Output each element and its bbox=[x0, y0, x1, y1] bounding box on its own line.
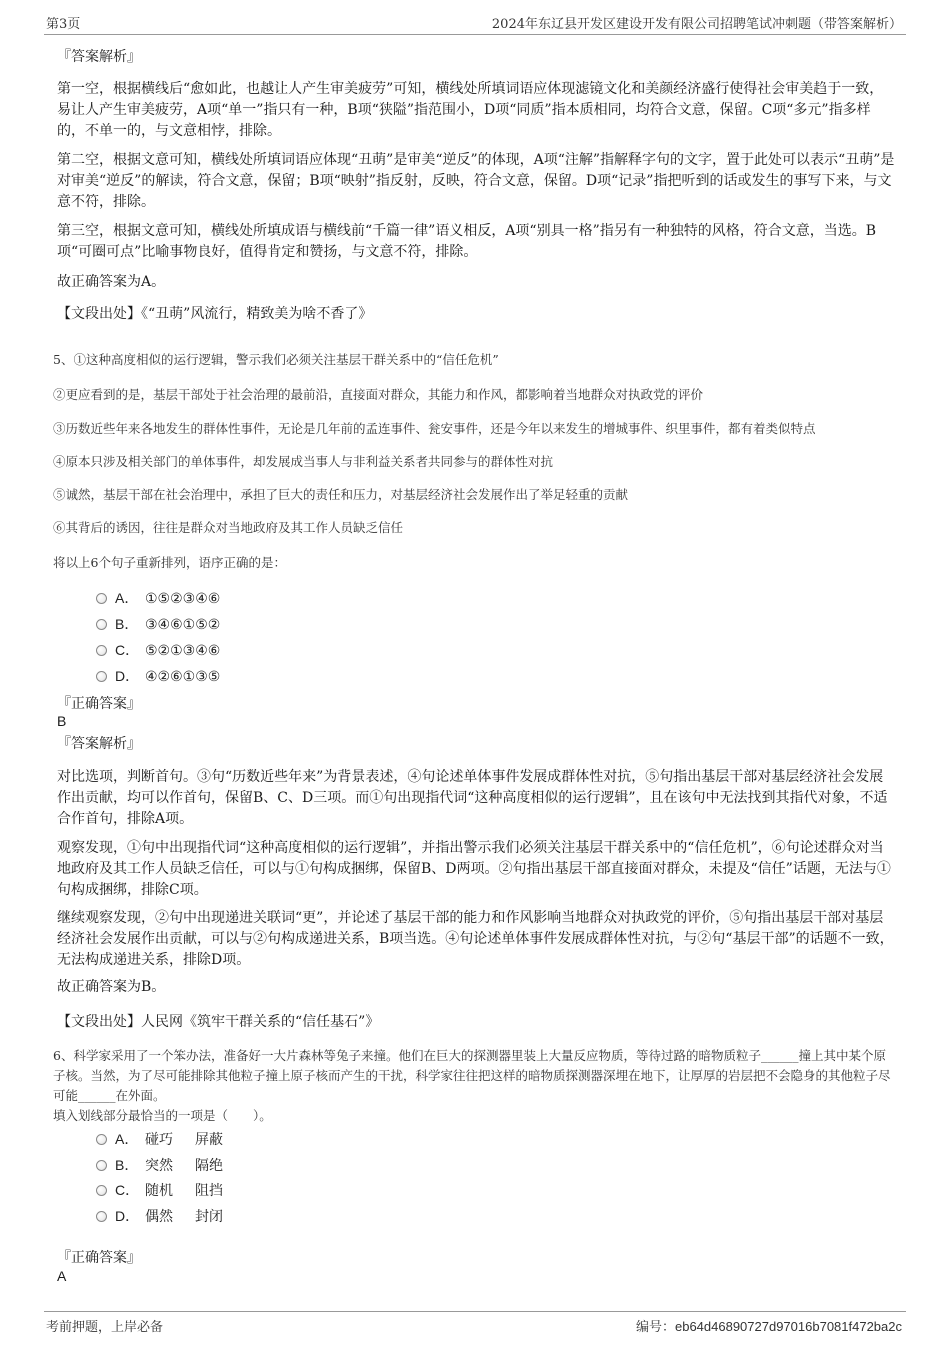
q4-source: 【文段出处】《“丑萌”风流行，精致美为啥不香了》 bbox=[57, 306, 373, 322]
radio-icon[interactable] bbox=[96, 645, 107, 656]
radio-icon[interactable] bbox=[96, 1134, 107, 1145]
q6-prompt: 填入划线部分最恰当的一项是（ ）。 bbox=[53, 1108, 272, 1123]
radio-icon[interactable] bbox=[96, 1160, 107, 1171]
radio-icon[interactable] bbox=[96, 671, 107, 682]
q6-option-a[interactable]: A． 碰巧 屏蔽 bbox=[96, 1129, 223, 1149]
q6-option-b[interactable]: B． 突然 隔绝 bbox=[96, 1155, 223, 1175]
q4-analysis-para1: 第一空，根据横线后“愈如此，也越让人产生审美疲劳”可知，横线处所填词语应体现滤镜文化和美颜经济盛行使得社会审美趋于一致，易让人产生审美疲劳，A项“单一”指只有一种，B项“狭隘”指范围小，D项“同质”指本质相同，均符合文意，保留。C项“多元”指多样的，不单一的，与文意相悖，排除。 bbox=[57, 81, 884, 139]
q5-option-c[interactable]: C． ⑤②①③④⑥ bbox=[96, 640, 220, 660]
q4-analysis-para3: 第三空，根据文意可知，横线处所填成语与横线前“千篇一律”语义相反，A项“别具一格”指另有一种独特的风格，符合文意，当选。B项“可圈可点”比喻事物良好，值得肯定和赞扬，与文意不符，排除。 bbox=[57, 223, 877, 260]
q5-analysis-para2: 观察发现，①句中出现指代词“这种高度相似的运行逻辑”，并指出警示我们必须关注基层干群关系中的“信任危机”，⑥句论述群众对当地政府及其工作人员缺乏信任，可以与①句构成捆绑，保留B、D两项。②句指出基层干部直接面对群众，未提及“信任”话题，无法与①句构成捆绑，排除C项。 bbox=[57, 840, 891, 898]
page-header bbox=[44, 13, 906, 35]
q6-option-d[interactable]: D． 偶然 封闭 bbox=[96, 1206, 223, 1226]
q5-analysis-para1: 对比选项，判断首句。③句“历数近些年来”为背景表述，④句论述单体事件发展成群体性对抗，⑤句指出基层干部对基层经济社会发展作出贡献，均可以作首句，保留B、C、D三项。而①句出现指代词“这种高度相似的运行逻辑”，且在该句中无法找到其指代对象，不适合作首句，排除A项。 bbox=[57, 769, 888, 827]
q5-analysis-heading: 『答案解析』 bbox=[57, 736, 141, 752]
code-label: 编号： bbox=[635, 1320, 675, 1335]
q4-conclusion: 故正确答案为A。 bbox=[57, 274, 166, 290]
q5-sentence-4: ④原本只涉及相关部门的单体事件，却发展成当事人与非利益关系者共同参与的群体性对抗 bbox=[53, 454, 554, 469]
radio-icon[interactable] bbox=[96, 1211, 107, 1222]
q6-answer: A bbox=[57, 1268, 67, 1284]
q5-option-a[interactable]: A． ①⑤②③④⑥ bbox=[96, 588, 220, 608]
q5-option-b[interactable]: B． ③④⑥①⑤② bbox=[96, 614, 220, 634]
q5-sentence-6: ⑥其背后的诱因，往往是群众对当地政府及其工作人员缺乏信任 bbox=[53, 520, 404, 535]
q5-sentence-3: ③历数近些年来各地发生的群体性事件，无论是几年前的孟连事件、瓮安事件，还是今年以来发生的增城事件、织里事件，都有着类似特点 bbox=[53, 421, 816, 436]
page-footer bbox=[44, 1311, 906, 1336]
q5-answer-heading: 『正确答案』 bbox=[57, 696, 141, 712]
q5-stem: 5、①这种高度相似的运行逻辑，警示我们必须关注基层干群关系中的“信任危机” bbox=[53, 352, 499, 367]
q5-answer: B bbox=[57, 713, 67, 729]
code-value: eb64d46890727d97016b7081f472ba2c bbox=[674, 1319, 902, 1334]
q5-source: 【文段出处】人民网《筑牢干群关系的“信任基石”》 bbox=[57, 1014, 380, 1030]
footer-slogan: 考前押题，上岸必备 bbox=[46, 1320, 164, 1335]
q5-sentence-2: ②更应看到的是，基层干部处于社会治理的最前沿，直接面对群众，其能力和作风，都影响着当地群众对执政党的评价 bbox=[53, 387, 704, 402]
document-code bbox=[636, 1316, 902, 1335]
radio-icon[interactable] bbox=[96, 593, 107, 604]
radio-icon[interactable] bbox=[96, 1185, 107, 1196]
q5-sentence-5: ⑤诚然，基层干部在社会治理中，承担了巨大的责任和压力，对基层经济社会发展作出了举足轻重的贡献 bbox=[53, 487, 629, 502]
q5-analysis-para3: 继续观察发现，②句中出现递进关联词“更”，并论述了基层干部的能力和作风影响当地群众对执政党的评价，⑤句指出基层干部对基层经济社会发展作出贡献，可以与②句构成递进关系，B项当选。④句论述单体事件发展成群体性对抗，与②句“基层干部”的话题不一致，无法构成递进关系，排除D项。 bbox=[57, 910, 894, 968]
q5-prompt: 将以上6个句子重新排列，语序正确的是： bbox=[53, 555, 286, 570]
q6-answer-heading: 『正确答案』 bbox=[57, 1250, 141, 1266]
page-number: 第3页 bbox=[46, 17, 81, 32]
radio-icon[interactable] bbox=[96, 619, 107, 630]
q5-conclusion: 故正确答案为B。 bbox=[57, 979, 166, 995]
document-title: 2024年东辽县开发区建设开发有限公司招聘笔试冲刺题（带答案解析） bbox=[491, 17, 902, 32]
q6-stem: 6、科学家采用了一个笨办法，准备好一大片森林等兔子来撞。他们在巨大的探测器里装上大量反应物质，等待过路的暗物质粒子______撞上其中某个原子核。当然，为了尽可能排除其他粒子撞上原子核而产生的干扰，科学家往往把这样的暗物质探测器深埋在地下，让厚厚的岩层把不会隐身的其他粒子尽可能______在外面。 bbox=[53, 1048, 891, 1103]
q5-option-d[interactable]: D． ④②⑥①③⑤ bbox=[96, 666, 220, 686]
q4-analysis-heading: 『答案解析』 bbox=[57, 49, 141, 65]
q4-analysis-para2: 第二空，根据文意可知，横线处所填词语应体现“丑萌”是审美“逆反”的体现，A项“注解”指解释字句的文字，置于此处可以表示“丑萌”是对审美“逆反”的解读，符合文意，保留；B项“映射”指反射，反映，符合文意，保留。D项“记录”指把听到的话或发生的事写下来，与文意不符，排除。 bbox=[57, 152, 895, 210]
q6-option-c[interactable]: C． 随机 阻挡 bbox=[96, 1180, 223, 1200]
